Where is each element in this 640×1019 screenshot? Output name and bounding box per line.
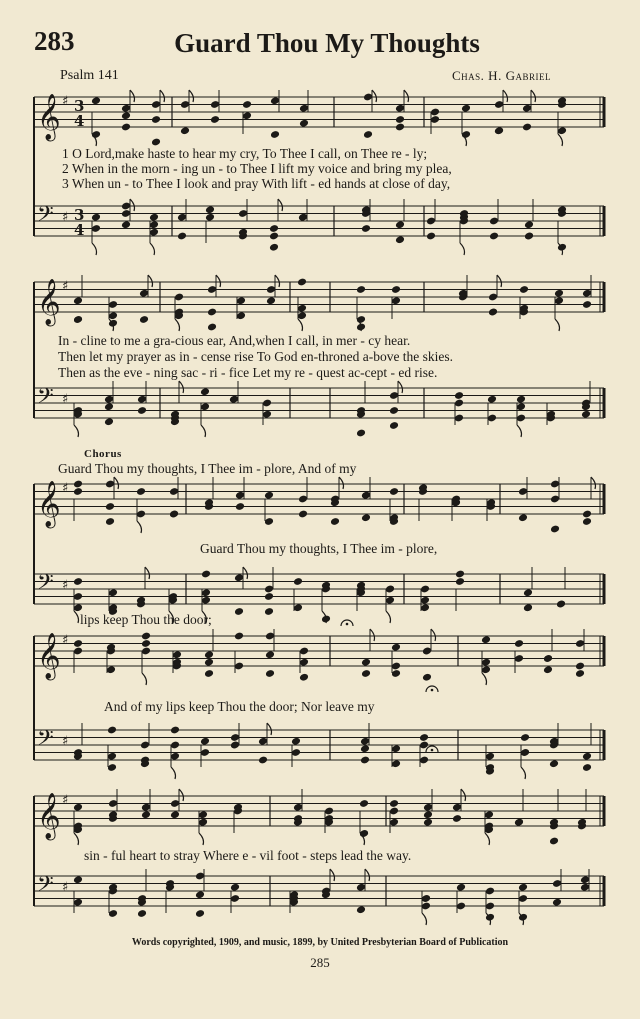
note-head: [298, 510, 308, 519]
note-head: [91, 96, 101, 105]
note-head: [422, 673, 432, 682]
note-head: [73, 315, 83, 324]
note-flag: [503, 90, 508, 102]
note-flag: [148, 275, 153, 287]
verse-2-line-1: 2 When in the morn - ing un - to Thee I lift my voice and bring my plea,: [62, 161, 452, 176]
note-head: [266, 296, 276, 305]
note-head: [107, 726, 117, 735]
note-flag: [431, 629, 436, 641]
note-flag: [372, 90, 377, 102]
note-head: [389, 487, 399, 496]
note-flag: [558, 134, 563, 146]
bass-clef-icon: 𝄢: [37, 872, 54, 902]
note-head: [264, 607, 274, 616]
note-head: [137, 406, 147, 415]
note-head: [359, 799, 369, 808]
note-head: [139, 315, 149, 324]
note-flag: [555, 319, 560, 331]
note-head: [141, 639, 151, 648]
note-head: [524, 232, 534, 241]
note-head: [395, 220, 405, 229]
note-flag: [179, 381, 184, 393]
note-head: [423, 810, 433, 819]
note-head: [265, 669, 275, 678]
sharp-icon: ♯: [62, 279, 69, 294]
note-head: [523, 603, 533, 612]
note-flag: [497, 275, 502, 287]
note-head: [297, 278, 307, 287]
psalm-reference: Psalm 141: [60, 68, 119, 83]
time-signature: 3: [74, 97, 85, 115]
note-head: [582, 517, 592, 526]
note-flag: [485, 833, 490, 845]
note-head: [269, 243, 279, 252]
note-flag: [370, 629, 375, 641]
note-flag: [386, 611, 391, 623]
note-head: [360, 756, 370, 765]
page-number: 285: [310, 955, 330, 970]
note-head: [210, 115, 220, 124]
sharp-icon: ♯: [62, 481, 69, 496]
note-head: [207, 308, 217, 317]
note-head: [543, 665, 553, 674]
note-flag: [398, 381, 403, 393]
note-head: [234, 607, 244, 616]
note-head: [523, 588, 533, 597]
note-flag: [142, 673, 147, 685]
note-head: [419, 733, 429, 742]
note-flag: [298, 319, 303, 331]
note-head: [230, 883, 240, 892]
note-head: [235, 502, 245, 511]
note-head: [552, 898, 562, 907]
note-head: [423, 818, 433, 827]
note-head: [299, 673, 309, 682]
note-flag: [267, 723, 272, 735]
note-head: [177, 232, 187, 241]
verse-3-line-2: Then as the eve - ning sac - ri - fice Let my re - quest ac-cept - ed rise.: [58, 365, 438, 380]
verse-3-line-1: 3 When un - to Thee I look and pray With lift - ed hands at close of day,: [62, 176, 451, 191]
note-flag: [130, 199, 135, 211]
sharp-icon: ♯: [62, 94, 69, 109]
note-head: [389, 799, 399, 808]
note-head: [200, 387, 210, 396]
note-head: [575, 662, 585, 671]
note-head: [73, 639, 83, 648]
note-flag: [591, 477, 596, 489]
note-head: [204, 658, 214, 667]
fermata-dot: [431, 749, 434, 752]
treble-clef-icon: 𝄞: [37, 481, 61, 527]
note-flag: [521, 767, 526, 779]
note-head: [361, 658, 371, 667]
note-flag: [189, 90, 194, 102]
note-flag: [422, 913, 427, 925]
note-flag: [201, 425, 206, 437]
bass-clef-icon: 𝄢: [37, 202, 54, 232]
note-head: [200, 737, 210, 746]
note-flag: [216, 275, 221, 287]
note-head: [356, 429, 366, 438]
chorus-bass-lyrics: Guard Thou my thoughts, I Thee im - plore,: [200, 541, 438, 556]
note-flag: [175, 319, 180, 331]
sharp-icon: ♯: [62, 392, 69, 407]
note-flag: [179, 789, 184, 801]
note-head: [549, 837, 559, 846]
note-head: [207, 323, 217, 332]
verse-1-line-1: 1 O Lord,make haste to hear my cry, To Thee I call, on Thee re - ly;: [62, 146, 428, 161]
note-head: [234, 632, 244, 641]
note-head: [452, 814, 462, 823]
note-head: [258, 756, 268, 765]
note-head: [73, 480, 83, 489]
note-flag: [160, 90, 165, 102]
verse-2-line-2: Then let my prayer as in - cense rise To God en-throned a-bove the skies.: [58, 349, 454, 364]
note-head: [264, 592, 274, 601]
note-head: [549, 759, 559, 768]
chorus-treble-lyrics: Guard Thou my thoughts, I Thee im - plore, And of my: [58, 461, 357, 476]
note-head: [170, 726, 180, 735]
note-head: [141, 810, 151, 819]
note-head: [105, 502, 115, 511]
note-head: [195, 909, 205, 918]
note-head: [524, 220, 534, 229]
note-head: [269, 232, 279, 241]
note-head: [520, 733, 530, 742]
note-flag: [150, 243, 155, 255]
note-head: [514, 818, 524, 827]
sharp-icon: ♯: [62, 633, 69, 648]
note-head: [395, 123, 405, 132]
note-head: [514, 639, 524, 648]
note-flag: [365, 869, 370, 881]
sharp-icon: ♯: [62, 210, 69, 225]
note-flag: [114, 477, 119, 489]
treble-clef-icon: 𝄞: [37, 793, 61, 839]
note-flag: [482, 673, 487, 685]
note-flag: [145, 567, 150, 579]
note-head: [204, 669, 214, 678]
note-head: [264, 491, 274, 500]
note-head: [363, 130, 373, 139]
note-head: [149, 213, 159, 222]
note-head: [291, 737, 301, 746]
note-head: [550, 525, 560, 534]
note-flag: [243, 567, 248, 579]
note-head: [330, 517, 340, 526]
note-head: [391, 285, 401, 294]
bass-clef-icon: 𝄢: [37, 570, 54, 600]
treble-clef-icon: 𝄞: [37, 279, 61, 325]
note-head: [582, 752, 592, 761]
note-head: [389, 406, 399, 415]
note-flag: [517, 425, 522, 437]
note-head: [91, 213, 101, 222]
note-flag: [404, 90, 409, 102]
note-head: [356, 285, 366, 294]
note-head: [489, 232, 499, 241]
note-head: [104, 417, 114, 426]
copyright-note: Words copyrighted, 1909, and music, 1899, by United Presbyterian Board of Publication: [131, 937, 509, 948]
note-head: [554, 289, 564, 298]
note-head: [391, 643, 401, 652]
note-head: [582, 763, 592, 772]
note-head: [494, 126, 504, 135]
note-flag: [130, 90, 135, 102]
note-head: [575, 669, 585, 678]
note-head: [141, 632, 151, 641]
sharp-icon: ♯: [62, 734, 69, 749]
note-head: [195, 890, 205, 899]
note-head: [73, 577, 83, 586]
note-head: [361, 513, 371, 522]
note-head: [456, 883, 466, 892]
verse-1-line-2: In - cline to me a gra-cious ear, And,when I call, in mer - cy hear.: [58, 333, 411, 348]
composer-credit: Chas. H. Gabriel: [452, 68, 551, 83]
chorus-lyrics-line-5: sin - ful heart to stray Where e - vil foot - steps lead the way.: [84, 848, 412, 863]
note-flag: [199, 833, 204, 845]
note-head: [73, 487, 83, 496]
note-head: [73, 296, 83, 305]
time-signature: 4: [74, 112, 85, 130]
note-flag: [460, 243, 465, 255]
note-head: [73, 875, 83, 884]
sharp-icon: ♯: [62, 793, 69, 808]
note-head: [389, 421, 399, 430]
note-head: [361, 669, 371, 678]
note-head: [516, 395, 526, 404]
note-head: [201, 570, 211, 579]
note-head: [395, 115, 405, 124]
fermata-dot: [431, 689, 434, 692]
note-head: [522, 123, 532, 132]
time-signature: 4: [74, 221, 85, 239]
note-head: [582, 510, 592, 519]
note-flag: [275, 275, 280, 287]
note-head: [169, 510, 179, 519]
note-head: [269, 224, 279, 233]
note-head: [581, 410, 591, 419]
note-head: [518, 513, 528, 522]
fermata-dot: [346, 623, 349, 626]
note-head: [299, 119, 309, 128]
chorus-lyrics-line-4: And of my lips keep Thou the door; Nor leave my: [104, 699, 375, 714]
note-head: [180, 126, 190, 135]
note-flag: [339, 477, 344, 489]
treble-clef-icon: 𝄞: [37, 94, 61, 140]
note-flag: [171, 767, 176, 779]
note-head: [121, 111, 131, 120]
note-head: [204, 650, 214, 659]
note-head: [518, 883, 528, 892]
note-head: [481, 635, 491, 644]
note-head: [455, 577, 465, 586]
note-head: [543, 654, 553, 663]
note-head: [556, 600, 566, 609]
note-flag: [92, 243, 97, 255]
note-head: [519, 285, 529, 294]
time-signature: 3: [74, 206, 85, 224]
note-head: [487, 395, 497, 404]
bass-clef-icon: 𝄢: [37, 726, 54, 756]
note-flag: [531, 90, 536, 102]
note-head: [137, 909, 147, 918]
note-head: [455, 570, 465, 579]
sharp-icon: ♯: [62, 578, 69, 593]
note-head: [205, 205, 215, 214]
note-flag: [137, 521, 142, 533]
note-head: [121, 220, 131, 229]
note-head: [105, 517, 115, 526]
hymn-number: 283: [34, 26, 75, 56]
treble-clef-icon: 𝄞: [37, 633, 61, 679]
note-head: [361, 224, 371, 233]
note-head: [205, 213, 215, 222]
note-head: [73, 803, 83, 812]
note-head: [488, 308, 498, 317]
note-head: [136, 487, 146, 496]
note-flag: [461, 789, 466, 801]
note-head: [293, 577, 303, 586]
note-head: [356, 905, 366, 914]
note-head: [121, 123, 131, 132]
note-flag: [74, 833, 79, 845]
chorus-label: Chorus: [84, 448, 122, 460]
note-flag: [278, 199, 283, 211]
note-head: [242, 100, 252, 109]
note-head: [270, 130, 280, 139]
note-head: [151, 115, 161, 124]
note-head: [265, 650, 275, 659]
note-head: [170, 810, 180, 819]
sharp-icon: ♯: [62, 880, 69, 895]
note-head: [104, 402, 114, 411]
hymn-title: Guard Thou My Thoughts: [174, 28, 480, 58]
note-flag: [74, 425, 79, 437]
chorus-lyrics-line-3: lips keep Thou the door;: [80, 612, 212, 627]
note-head: [395, 235, 405, 244]
note-flag: [74, 611, 79, 623]
note-head: [582, 300, 592, 309]
note-head: [461, 104, 471, 113]
note-head: [426, 232, 436, 241]
note-head: [360, 744, 370, 753]
note-head: [454, 391, 464, 400]
note-flag: [330, 869, 335, 881]
bass-clef-icon: 𝄢: [37, 384, 54, 414]
